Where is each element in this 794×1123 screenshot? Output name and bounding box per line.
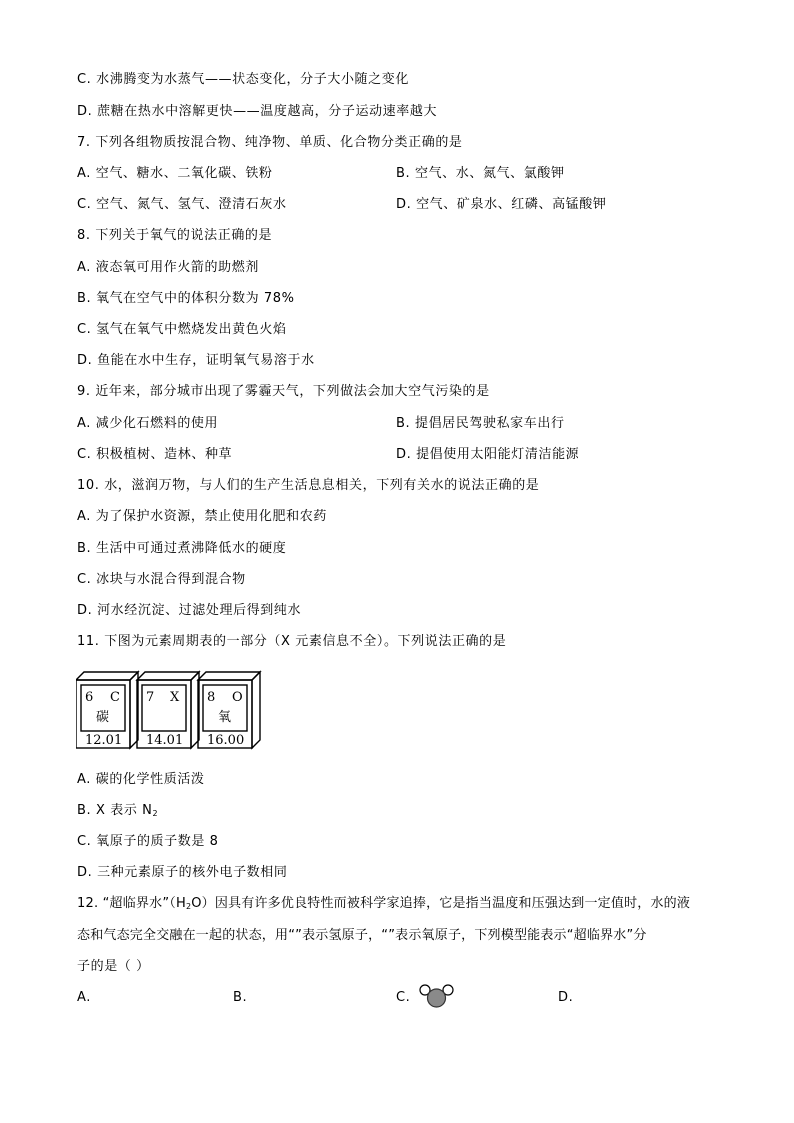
q7-option-c: C. 空气、氮气、氢气、澄清石灰水 bbox=[77, 197, 287, 212]
oxygen-mass: 16.00 bbox=[207, 733, 245, 748]
oxygen-name: 氧 bbox=[218, 710, 232, 725]
q8-option-d: D. 鱼能在水中生存，证明氧气易溶于水 bbox=[77, 353, 315, 368]
q12-subscript: 2 bbox=[185, 902, 192, 911]
q8-option-b: B. 氧气在空气中的体积分数为 78% bbox=[77, 291, 295, 306]
water-molecule-model-icon bbox=[417, 982, 457, 1010]
d-q6: D. 蔗糖在热水中溶解更快——温度越高，分子运动速率越大 bbox=[77, 104, 438, 119]
question-12-line-1 bbox=[77, 892, 690, 911]
carbon-mass: 12.01 bbox=[85, 733, 123, 748]
q11-option-b-subscript: 2 bbox=[152, 809, 159, 818]
c-q6: C. 水沸腾变为水蒸气——状态变化，分子大小随之变化 bbox=[77, 72, 409, 87]
x-mass: 14.01 bbox=[146, 733, 184, 748]
periodic-table-excerpt bbox=[76, 666, 276, 750]
question-11: 11. 下图为元素周期表的一部分（X 元素信息不全）。下列说法正确的是 bbox=[77, 634, 507, 649]
q9-option-d: D. 提倡使用太阳能灯清洁能源 bbox=[396, 447, 580, 462]
question-9: 9. 近年来，部分城市出现了雾霾天气，下列做法会加大空气污染的是 bbox=[77, 384, 490, 399]
q10-option-a: A. 为了保护水资源，禁止使用化肥和农药 bbox=[77, 509, 327, 524]
oxygen-symbol: O bbox=[232, 690, 243, 705]
q11-option-c: C. 氧原子的质子数是 8 bbox=[77, 834, 219, 849]
q7-option-a: A. 空气、糖水、二氧化碳、铁粉 bbox=[77, 166, 273, 181]
carbon-name: 碳 bbox=[96, 710, 110, 725]
q9-option-a: A. 减少化石燃料的使用 bbox=[77, 416, 219, 431]
oxygen-number: 8 bbox=[207, 690, 216, 705]
question-12-line-2: 态和气态完全交融在一起的状态，用“”表示氢原子，“”表示氧原子，下列模型能表示“超临界水”分 bbox=[77, 928, 647, 943]
question-12-line-3: 子的是（ ） bbox=[77, 959, 150, 974]
question-8: 8. 下列关于氧气的说法正确的是 bbox=[77, 228, 273, 243]
question-7: 7. 下列各组物质按混合物、纯净物、单质、化合物分类正确的是 bbox=[77, 135, 463, 150]
x-symbol: X bbox=[170, 690, 180, 705]
q7-option-b: B. 空气、水、氮气、氯酸钾 bbox=[396, 166, 565, 181]
q12-option-c: C. bbox=[396, 990, 411, 1005]
carbon-symbol: C bbox=[110, 690, 120, 705]
q12-option-d: D. bbox=[558, 990, 574, 1005]
q12-option-a: A. bbox=[77, 990, 91, 1005]
q8-option-a: A. 液态氧可用作火箭的助燃剂 bbox=[77, 260, 259, 275]
q12-option-b: B. bbox=[233, 990, 248, 1005]
q11-option-b bbox=[77, 799, 158, 818]
q11-option-d: D. 三种元素原子的核外电子数相同 bbox=[77, 865, 288, 880]
question-10: 10. 水，滋润万物，与人们的生产生活息息相关，下列有关水的说法正确的是 bbox=[77, 478, 540, 493]
q7-option-d: D. 空气、矿泉水、红磷、高锰酸钾 bbox=[396, 197, 607, 212]
x-number: 7 bbox=[146, 690, 155, 705]
q12-text-b: O）因具有许多优良特性而被科学家追捧，它是指当温度和压强达到一定值时，水的液 bbox=[191, 896, 691, 911]
q11-option-a: A. 碳的化学性质活泼 bbox=[77, 772, 205, 787]
q10-option-d: D. 河水经沉淀、过滤处理后得到纯水 bbox=[77, 603, 302, 618]
q10-option-c: C. 冰块与水混合得到混合物 bbox=[77, 572, 246, 587]
carbon-number: 6 bbox=[85, 690, 94, 705]
q9-option-c: C. 积极植树、造林、种草 bbox=[77, 447, 233, 462]
q8-option-c: C. 氢气在氧气中燃烧发出黄色火焰 bbox=[77, 322, 287, 337]
q11-option-b-text: B. X 表示 N bbox=[77, 803, 153, 818]
q10-option-b: B. 生活中可通过煮沸降低水的硬度 bbox=[77, 541, 287, 556]
oxygen-atom-icon bbox=[428, 989, 446, 1007]
q12-text-a: 12. “超临界水”（H bbox=[77, 896, 186, 911]
q9-option-b: B. 提倡居民驾驶私家车出行 bbox=[396, 416, 565, 431]
